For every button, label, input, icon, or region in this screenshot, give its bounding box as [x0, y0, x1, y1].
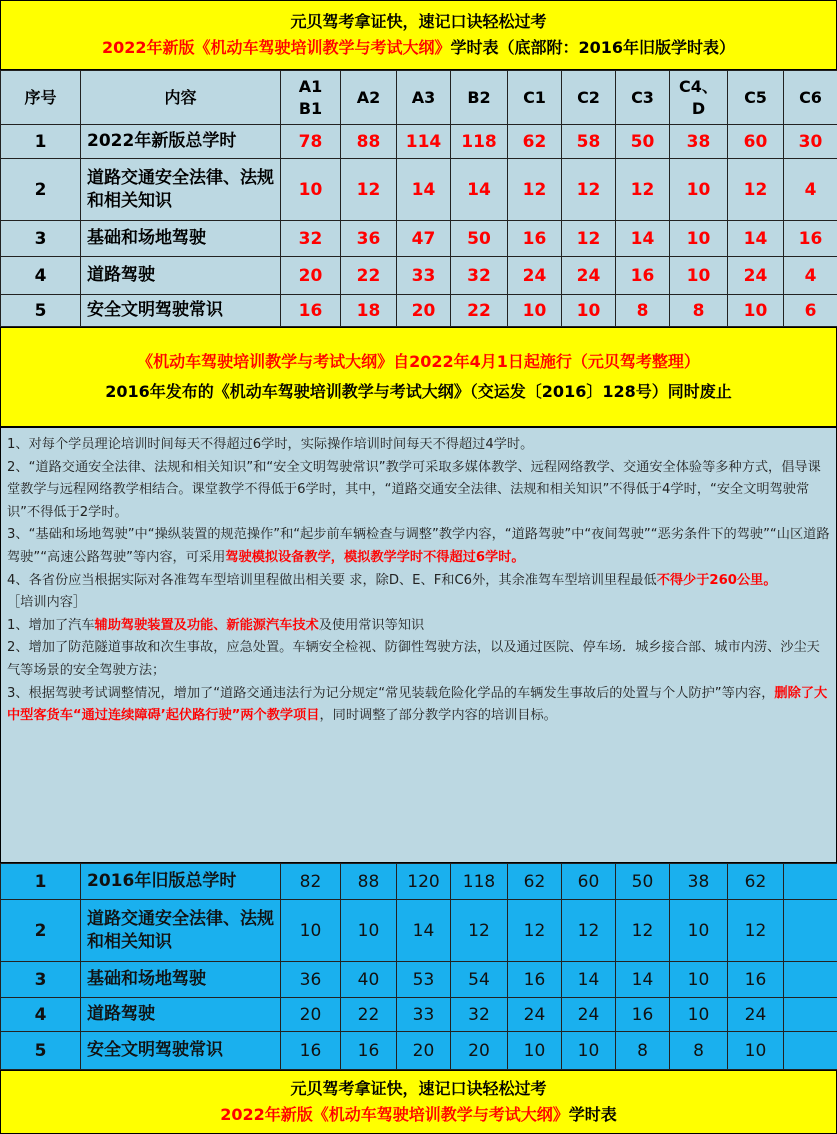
table-row — [1, 1032, 837, 1070]
row-number: 3 — [1, 221, 81, 257]
hours-cell: 78 — [281, 125, 341, 159]
hours-cell: 10 — [670, 221, 728, 257]
hours-cell: 36 — [341, 221, 397, 257]
hours-cell: 62 — [508, 864, 562, 900]
training-content-heading: ［培训内容］ — [7, 592, 830, 615]
col-header: A3 — [397, 71, 451, 125]
hours-cell: 22 — [451, 295, 508, 327]
footer-subtitle: 2022年新版《机动车驾驶培训教学与考试大纲》学时表 — [220, 1105, 617, 1125]
notes-panel — [0, 427, 837, 863]
hours-cell: 18 — [341, 295, 397, 327]
row-number: 5 — [1, 1032, 81, 1070]
hours-cell: 20 — [281, 998, 341, 1032]
table-2016 — [0, 863, 837, 1070]
row-content: 道路驾驶 — [81, 998, 281, 1032]
hours-cell: 14 — [451, 159, 508, 221]
hours-cell: 24 — [508, 257, 562, 295]
hours-cell: 62 — [728, 864, 784, 900]
hours-cell: 24 — [728, 998, 784, 1032]
hours-cell — [784, 962, 837, 998]
hours-cell: 10 — [670, 998, 728, 1032]
table-row — [1, 295, 837, 327]
hours-cell: 14 — [616, 221, 670, 257]
hours-cell: 12 — [616, 900, 670, 962]
hours-cell: 36 — [281, 962, 341, 998]
table-row — [1, 125, 837, 159]
hours-cell: 10 — [670, 900, 728, 962]
hours-cell: 16 — [784, 221, 837, 257]
hours-cell: 12 — [508, 900, 562, 962]
hours-cell: 54 — [451, 962, 508, 998]
hours-cell: 62 — [508, 125, 562, 159]
row-content: 2022年新版总学时 — [81, 125, 281, 159]
note-1: 1、对每个学员理论培训时间每天不得超过6学时，实际操作培训时间每天不得超过4学时。 — [7, 434, 830, 457]
hours-cell: 10 — [728, 1032, 784, 1070]
hours-cell: 20 — [451, 1032, 508, 1070]
col-header: C5 — [728, 71, 784, 125]
hours-cell: 4 — [784, 257, 837, 295]
table-row — [1, 159, 837, 221]
hours-cell: 88 — [341, 864, 397, 900]
hours-cell: 24 — [508, 998, 562, 1032]
row-number: 5 — [1, 295, 81, 327]
notice-line-2: 2016年发布的《机动车驾驶培训教学与考试大纲》（交运发〔2016〕128号）同时废止 — [105, 382, 731, 402]
hours-cell: 12 — [508, 159, 562, 221]
hours-cell: 24 — [728, 257, 784, 295]
hours-cell: 38 — [670, 125, 728, 159]
training-item-2: 2、增加了防范隧道事故和次生事故，应急处置。车辆安全检视、防御性驾驶方法，以及通过医院、停车场．城乡接合部、城市内涝、沙尘天气等场景的安全驾驶方法； — [7, 637, 830, 682]
training-item-1: 1、增加了汽车辅助驾驶装置及功能、新能源汽车技术及使用常识等知识 — [7, 615, 830, 638]
hours-cell: 16 — [281, 1032, 341, 1070]
hours-cell — [784, 864, 837, 900]
hours-cell: 8 — [670, 295, 728, 327]
hours-cell: 14 — [616, 962, 670, 998]
hours-cell — [784, 1032, 837, 1070]
hours-cell: 60 — [728, 125, 784, 159]
header-banner — [0, 0, 837, 70]
hours-cell: 10 — [562, 295, 616, 327]
col-header: C1 — [508, 71, 562, 125]
hours-cell: 58 — [562, 125, 616, 159]
col-header: B2 — [451, 71, 508, 125]
hours-cell: 10 — [562, 1032, 616, 1070]
row-content: 基础和场地驾驶 — [81, 962, 281, 998]
hours-cell: 16 — [616, 998, 670, 1032]
hours-cell: 53 — [397, 962, 451, 998]
hours-cell: 12 — [562, 900, 616, 962]
hours-cell: 10 — [281, 159, 341, 221]
hours-cell: 4 — [784, 159, 837, 221]
table-row — [1, 900, 837, 962]
row-number: 1 — [1, 125, 81, 159]
footer-title: 元贝驾考拿证快，速记口诀轻松过考 — [290, 1079, 546, 1099]
hours-cell: 16 — [281, 295, 341, 327]
hours-cell: 22 — [341, 998, 397, 1032]
hours-cell: 30 — [784, 125, 837, 159]
hours-cell: 24 — [562, 257, 616, 295]
row-number: 2 — [1, 159, 81, 221]
hours-cell: 8 — [616, 295, 670, 327]
col-header: C2 — [562, 71, 616, 125]
hours-cell: 32 — [451, 998, 508, 1032]
row-number: 1 — [1, 864, 81, 900]
table-row — [1, 998, 837, 1032]
hours-cell: 12 — [562, 221, 616, 257]
hours-cell: 20 — [281, 257, 341, 295]
row-number: 4 — [1, 257, 81, 295]
col-header: 内容 — [81, 71, 281, 125]
hours-cell — [784, 998, 837, 1032]
hours-cell: 12 — [451, 900, 508, 962]
row-content: 安全文明驾驶常识 — [81, 1032, 281, 1070]
hours-cell: 8 — [616, 1032, 670, 1070]
col-header: A2 — [341, 71, 397, 125]
row-content: 道路交通安全法律、法规和相关知识 — [81, 900, 281, 962]
hours-cell: 60 — [562, 864, 616, 900]
training-item-3: 3、根据驾驶考试调整情况，增加了“道路交通违法行为记分规定“常见装载危险化学品的车辆发生事故后的处置与个人防护”等内容，删除了大中型客货车“通过连续障碍’起伏路行驶”两个教学项目，同时调整了部分教学内容的培训目标。 — [7, 683, 830, 728]
row-content: 安全文明驾驶常识 — [81, 295, 281, 327]
hours-cell: 12 — [341, 159, 397, 221]
table-2022 — [0, 70, 837, 327]
hours-cell: 16 — [508, 962, 562, 998]
hours-cell: 24 — [562, 998, 616, 1032]
hours-cell: 16 — [616, 257, 670, 295]
header-subtitle: 2022年新版《机动车驾驶培训教学与考试大纲》学时表（底部附：2016年旧版学时表） — [102, 38, 735, 58]
notice-line-1: 《机动车驾驶培训教学与考试大纲》自2022年4月1日起施行（元贝驾考整理） — [137, 352, 700, 372]
hours-cell: 12 — [616, 159, 670, 221]
hours-cell: 10 — [281, 900, 341, 962]
row-number: 4 — [1, 998, 81, 1032]
col-header: 序号 — [1, 71, 81, 125]
hours-cell: 12 — [562, 159, 616, 221]
hours-cell: 32 — [281, 221, 341, 257]
hours-cell: 50 — [451, 221, 508, 257]
hours-cell: 114 — [397, 125, 451, 159]
hours-cell — [784, 900, 837, 962]
row-content: 道路驾驶 — [81, 257, 281, 295]
hours-cell: 10 — [508, 295, 562, 327]
table-row — [1, 257, 837, 295]
row-number: 2 — [1, 900, 81, 962]
row-content: 道路交通安全法律、法规和相关知识 — [81, 159, 281, 221]
hours-cell: 14 — [562, 962, 616, 998]
hours-cell: 12 — [728, 900, 784, 962]
col-header: C4、 D — [670, 71, 728, 125]
row-content: 2016年旧版总学时 — [81, 864, 281, 900]
col-header: A1 B1 — [281, 71, 341, 125]
hours-cell: 33 — [397, 257, 451, 295]
table-row — [1, 962, 837, 998]
notice-banner — [0, 327, 837, 427]
hours-cell: 16 — [508, 221, 562, 257]
hours-cell: 12 — [728, 159, 784, 221]
hours-cell: 6 — [784, 295, 837, 327]
hours-cell: 8 — [670, 1032, 728, 1070]
hours-cell: 14 — [397, 900, 451, 962]
hours-cell: 118 — [451, 125, 508, 159]
row-number: 3 — [1, 962, 81, 998]
hours-cell: 20 — [397, 1032, 451, 1070]
table-header-row — [1, 71, 837, 125]
note-4: 4、各省份应当根据实际对各准驾车型培训里程做出相关要 求，除D、E、F和C6外，其余准驾车型培训里程最低不得少于260公里。 — [7, 570, 830, 593]
hours-cell: 22 — [341, 257, 397, 295]
hours-cell: 38 — [670, 864, 728, 900]
hours-cell: 10 — [670, 257, 728, 295]
hours-cell: 16 — [341, 1032, 397, 1070]
hours-cell: 50 — [616, 864, 670, 900]
hours-cell: 118 — [451, 864, 508, 900]
hours-cell: 82 — [281, 864, 341, 900]
col-header: C3 — [616, 71, 670, 125]
hours-cell: 10 — [508, 1032, 562, 1070]
footer-banner — [0, 1070, 837, 1134]
header-title: 元贝驾考拿证快，速记口诀轻松过考 — [290, 12, 546, 32]
hours-cell: 120 — [397, 864, 451, 900]
hours-cell: 32 — [451, 257, 508, 295]
row-content: 基础和场地驾驶 — [81, 221, 281, 257]
hours-cell: 10 — [670, 159, 728, 221]
hours-cell: 10 — [728, 295, 784, 327]
table-row — [1, 864, 837, 900]
hours-cell: 10 — [670, 962, 728, 998]
hours-cell: 16 — [728, 962, 784, 998]
hours-cell: 14 — [728, 221, 784, 257]
hours-cell: 10 — [341, 900, 397, 962]
note-3: 3、“基础和场地驾驶”中“操纵装置的规范操作”和“起步前车辆检查与调整”教学内容，“道路驾驶”中“夜间驾驶”“恶劣条件下的驾驶”“山区道路驾驶”“高速公路驾驶”等内容，可采用驾驶模拟设备教学，模拟教学学时不得超过6学时。 — [7, 524, 830, 569]
col-header: C6 — [784, 71, 837, 125]
hours-cell: 40 — [341, 962, 397, 998]
hours-cell: 47 — [397, 221, 451, 257]
note-2: 2、“道路交通安全法律、法规和相关知识”和“安全文明驾驶常识”教学可采取多媒体教学、远程网络教学、交通安全体验等多种方式，倡导课堂教学与远程网络教学相结合。课堂教学不得低于6学时，其中，“道路交通安全法律、法规和相关知识”不得低于4学时，“安全文明驾驶常识”不得低于2学时。 — [7, 457, 830, 525]
hours-cell: 14 — [397, 159, 451, 221]
hours-cell: 20 — [397, 295, 451, 327]
table-row — [1, 221, 837, 257]
hours-cell: 50 — [616, 125, 670, 159]
hours-cell: 33 — [397, 998, 451, 1032]
hours-cell: 88 — [341, 125, 397, 159]
